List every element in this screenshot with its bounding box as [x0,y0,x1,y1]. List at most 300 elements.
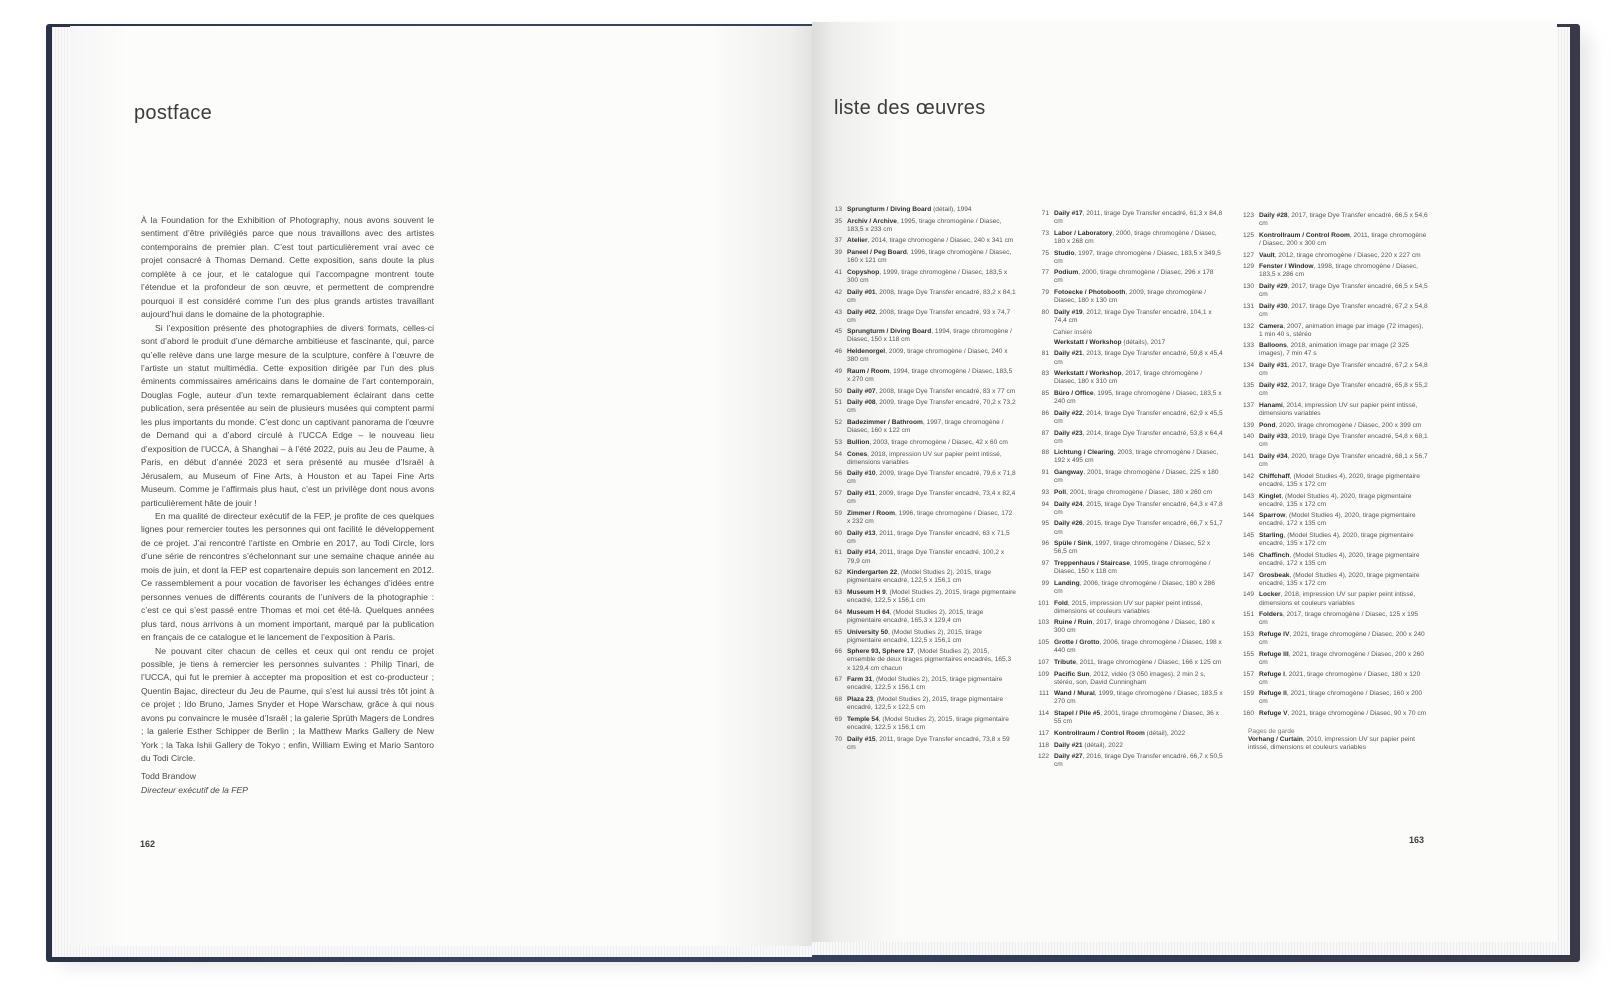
work-details: , 2011, tirage Dye Transfer encadré, 61,3 x 84,8 cm [1054,210,1223,226]
work-entry [1238,671,1428,687]
work-title: Podium [1054,269,1079,277]
work-details: (détail), 1994 [931,206,972,213]
work-page-number: 86 [1041,409,1049,417]
work-entry [1033,230,1223,246]
work-entry [826,716,1016,732]
work-entry [1033,619,1223,635]
work-entry [826,218,1016,234]
work-entry [826,451,1016,467]
work-title: Daily #17 [1054,210,1083,217]
work-title: Daily #29 [1259,283,1288,291]
work-details: , 2017, tirage Dye Transfer encadré, 66,5 x 54,6 cm [1259,212,1428,228]
work-caption [847,470,1016,486]
work-title: Chaffinch [1259,551,1290,559]
work-details: , 2011, tirage Dye Transfer encadré, 73,8 x 59 cm [847,735,1010,751]
work-details: , 2009, tirage chromogène / Diasec, 240 x 380 cm [847,348,1008,364]
endpapers-title: Vorhang / Curtain [1248,736,1303,744]
work-details: , 2011, tirage Dye Transfer encadré, 100,2 x 79,9 cm [847,549,1005,565]
work-caption [1259,671,1428,687]
work-entry [1238,342,1428,358]
work-page-number: 88 [1041,449,1049,457]
work-caption [1054,730,1185,738]
work-title: Plaza 23 [847,696,874,704]
work-page-number: 153 [1242,631,1254,638]
work-details: , 2015, impression UV sur papier peint intissé, dimensions et couleurs variables [1054,599,1203,615]
work-page-number: 157 [1242,670,1254,678]
work-entry [1033,269,1223,285]
works-column-1 [826,206,1016,755]
work-entry [826,269,1016,285]
work-title: Daily #31 [1259,362,1288,370]
work-page-number: 80 [1041,308,1049,316]
work-entry [826,309,1016,325]
work-entry [1033,540,1223,556]
work-entry [1238,212,1428,228]
work-details: , 2008, tirage Dye Transfer encadré, 93 x 74,7 cm [847,308,1011,324]
work-caption [847,218,1016,234]
work-details: , (Model Studies 2), 2015, tirage pigmentaire encadré, 122,5 x 156,1 cm [847,589,1016,605]
work-entry [1033,501,1223,517]
work-title: Daily #26 [1054,520,1083,528]
work-details: (détail), 2022 [1082,741,1123,749]
work-page-number: 96 [1041,540,1049,548]
work-title: Daily #10 [847,470,876,478]
work-title: Daily #23 [1054,429,1083,437]
work-title: Kontrollraum / Control Room [1054,729,1145,737]
work-entry [1238,591,1428,607]
work-caption [847,419,1016,435]
work-page-number: 133 [1242,342,1254,350]
work-page-number: 141 [1242,452,1254,460]
work-details: , 1999, tirage chromogène / Diasec, 183,5 x 270 cm [1054,690,1223,706]
work-title: University 50 [847,628,889,636]
work-caption [847,736,1016,752]
work-caption [1054,269,1223,285]
work-page-number: 107 [1037,658,1049,666]
work-entry [1238,631,1428,647]
work-title: Sprungturm / Diving Board [847,206,932,213]
work-details: , 2003, tirage chromogène / Diasec, 42 x 60 cm [869,438,1008,446]
work-entry [826,399,1016,415]
work-title: Daily #11 [847,490,876,498]
work-details: , 2017, tirage Dye Transfer encadré, 66,5 x 54,5 cm [1259,283,1428,299]
work-entry [1238,362,1428,378]
work-caption [1259,232,1428,248]
work-details: , 2008, tirage Dye Transfer encadré, 83,2 x 84,1 cm [847,288,1016,304]
work-entry [1238,710,1428,718]
work-entry [1033,580,1223,596]
work-title: Daily #08 [847,399,876,407]
work-page-number: 43 [834,308,842,316]
work-caption [847,451,1016,467]
works-list-title: liste des œuvres [834,97,986,119]
work-entry [826,510,1016,526]
work-page-number: 37 [834,237,842,245]
work-page-number: 143 [1242,492,1254,500]
work-title: Farm 31 [847,676,873,684]
work-caption [1054,210,1223,226]
work-entry [1033,489,1223,497]
work-details: , 2014, impression UV sur papier peint intissé, dimensions variables [1259,401,1418,417]
work-title: Büro / Office [1054,390,1094,398]
work-page-number: 140 [1242,433,1254,441]
work-title: Sprungturm / Diving Board [847,328,932,336]
work-page-number: 79 [1041,289,1049,297]
work-page-number: 77 [1041,269,1049,277]
work-details: , 2020, tirage chromogène / Diasec, 200 x 399 cm [1275,421,1422,429]
work-page-number: 52 [834,419,842,427]
work-title: Studio [1054,249,1075,257]
work-caption [1054,250,1223,266]
work-details: , (Model Studies 2), 2015, tirage pigmentaire encadré, 122,5 x 156,1 cm [847,628,982,644]
insert-note: Cahier inséré [1053,328,1093,336]
work-details: , 2021, tirage chromogène / Diasec, 180 x 120 cm [1259,670,1421,686]
work-entry [1033,753,1223,769]
work-title: Heldenorgel [847,348,886,356]
work-title: Copyshop [847,268,880,276]
work-caption [847,530,1016,546]
work-entry [1033,742,1223,750]
work-title: Vault [1259,251,1275,259]
work-details: , 2013, tirage Dye Transfer encadré, 59,8 x 45,4 cm [1054,350,1223,366]
work-title: Daily #19 [1054,308,1083,316]
work-entry [1033,671,1223,687]
work-details: , 2001, tirage chromogène / Diasec, 180 x 260 cm [1066,488,1212,496]
work-caption [847,399,1016,415]
work-title: Pacific Sun [1054,670,1090,678]
work-details: , 2014, tirage chromogène / Diasec, 240 x 341 cm [867,237,1014,245]
work-page-number: 95 [1041,520,1049,528]
work-details: , 2015, tirage Dye Transfer encadré, 66,7 x 51,7 cm [1054,520,1223,536]
work-details: , 2018, impression UV sur papier peint intissé, dimensions variables [847,450,1002,466]
paragraph: À la Foundation for the Exhibition of Photography, nous avons souvent le sentiment d’être privilégiés parce que nous travaillons avec des artistes contemporains de premier plan. C’est tout particulièrement vrai avec ce projet consacré à Thomas Demand. Cette exposition, sans doute la plus complète à ce jour, et le catalogue qui l’accompagne montrent toute l’étendue et la profondeur de son œuvre, et permettent de comprendre pourquoi il est considéré comme l’un des plus grands artistes travaillant aujourd’hui dans le domaine de la photographie. [141,215,434,320]
work-entry [826,589,1016,605]
work-page-number: 105 [1037,639,1049,647]
work-details: , (Model Studies 4), 2020, tirage pigmentaire encadré, 135 x 172 cm [1259,532,1414,548]
work-details: , (Model Studies 2), 2015, tirage pigmentaire encadré, 122,5 x 156,1 cm [847,676,1003,692]
work-details: , 2012, tirage chromogène / Diasec, 220 x 227 cm [1274,251,1421,259]
work-caption [1054,501,1223,517]
work-title: Cones [847,450,868,458]
work-details: , 2001, tirage chromogène / Diasec, 36 x 55 cm [1054,710,1219,726]
work-caption [1259,572,1428,588]
work-title: Archiv / Archive [847,217,897,225]
work-caption [1054,390,1223,406]
work-details: , 2000, tirage chromogène / Diasec, 180 x 268 cm [1054,229,1217,245]
work-details: , 1994, tirage chromogène / Diasec, 150 x 118 cm [847,328,1012,344]
work-entry [826,348,1016,364]
work-entry [826,549,1016,565]
work-page-number: 42 [834,288,842,296]
work-title: Museum H 64 [847,608,890,616]
right-page [812,22,1557,942]
work-details: , 1995, tirage chromogène / Diasec, 150 x 118 cm [1054,559,1211,576]
work-caption [1259,473,1428,489]
work-entry [1033,370,1223,386]
work-title: Kindergarten 22 [847,569,898,577]
work-caption [847,490,1016,506]
work-entry [1033,410,1223,426]
work-details: , 2021, tirage chromogène / Diasec, 160 x 200 cm [1259,690,1423,706]
work-caption [1259,402,1428,418]
paragraph: Si l’exposition présente des photographies de divers formats, celles-ci sont d’abord le produit d’une démarche ambitieuse et fascinante, qui, parce qu’elle relève dans une large mesure de la sculpture, confère à l’œuvre de l’artiste un statut multimédia. Cette exposition dirigée par l’un des plus éminents commissaires américains dans le domaine de l’art contemporain, Douglas Fogle, auteur d’un texte remarquablement éclairant dans cette publication, sera présentée au sein de plusieurs musées qui comptent parmi les plus importants du monde. C’est donc un captivant panorama de l’œuvre de Demand qui a d’abord circulé à l’UCCA Edge – le nouveau lieu d’exposition de l’UCCA, à Shanghai – à l’été 2022, puis au Jeu de Paume, à Paris, en début d’année 2023 et sera présenté au musée d’Israël à Jérusalem, au Museum of Fine Arts, à Houston et au Tapei Fine Arts Museum. Comme je l’affirmais plus haut, c’est un privilège dont nous avons particulièrement hâte de jouir ! [141,322,434,508]
work-details: , 1999, tirage chromogène / Diasec, 183,5 x 300 cm [847,268,1008,285]
work-page-number: 147 [1242,571,1254,579]
work-title: Daily #02 [847,308,876,316]
page-number-right: 163 [1409,835,1425,845]
work-title: Spüle / Sink [1054,540,1092,548]
work-page-number: 61 [834,549,842,557]
postface-body [141,214,434,766]
work-caption [1259,611,1428,627]
work-entry [1238,422,1428,430]
work-page-number: 149 [1242,591,1254,599]
work-details: , 2018, impression UV sur papier peint intissé, dimensions et couleurs variables [1259,591,1416,607]
work-entry [1033,309,1223,325]
work-title: Folders [1259,611,1283,619]
work-caption [1054,289,1223,305]
work-page-number: 67 [834,676,842,684]
work-title: Landing [1054,579,1080,587]
work-entry [1033,250,1223,266]
work-title: Poll [1054,488,1067,496]
work-title: Daily #13 [847,529,876,537]
work-page-number: 97 [1041,559,1049,567]
work-title: Refuge IV [1259,631,1290,638]
work-caption [1259,690,1428,706]
work-title: Grotte / Grotto [1054,639,1100,647]
work-details: , 2014, tirage Dye Transfer encadré, 53,8 x 64,4 cm [1054,429,1223,445]
work-title: Atelier [847,237,868,245]
work-entry [1238,552,1428,568]
work-page-number: 160 [1242,710,1254,718]
work-title: Daily #24 [1054,500,1083,508]
work-page-number: 142 [1242,472,1254,480]
work-caption [1054,742,1123,750]
signature [141,770,248,797]
work-title: Kontrollraum / Control Room [1259,231,1350,239]
work-caption [1259,710,1426,718]
work-entry [1033,430,1223,446]
work-page-number: 50 [834,387,842,395]
work-caption [1054,309,1223,325]
work-details: , 1997, tirage chromogène / Diasec, 160 x 122 cm [847,419,1004,435]
work-entry [1033,690,1223,706]
work-caption [1054,370,1223,386]
left-page [70,26,812,946]
work-caption [1054,410,1223,426]
work-title: Paneel / Peg Board [847,249,907,257]
work-caption [847,609,1016,625]
work-details: , 2017, tirage chromogène / Diasec, 125 x 195 cm [1259,611,1419,627]
work-details: , 1995, tirage chromogène / Diasec, 183,5 x 233 cm [847,217,1002,233]
work-details: , (Model Studies 4), 2020, tirage pigmentaire encadré, 172 x 135 cm [1259,512,1416,528]
work-caption [847,309,1016,325]
work-details: , (Model Studies 2), 2015, tirage pigmentaire encadré, 122,5 x 156,1 cm [847,715,1009,731]
work-entry [1238,263,1428,279]
postface-title: postface [134,102,213,124]
work-page-number: 81 [1041,350,1049,358]
work-entry [1033,639,1223,655]
work-title: Daily #34 [1259,452,1288,460]
work-entry [826,237,1016,245]
work-caption [1054,710,1223,726]
work-title: Sphere 93, Sphere 17 [847,648,914,656]
work-caption [847,589,1016,605]
work-details: , 2021, tirage chromogène / Diasec, 90 x 70 cm [1287,710,1427,718]
work-page-number: 56 [834,470,842,478]
work-caption [1259,651,1428,667]
work-caption [847,249,1016,265]
work-entry [826,470,1016,486]
work-entry [826,736,1016,752]
work-page-number: 51 [834,399,842,407]
work-entry [1238,232,1428,248]
work-page-number: 103 [1037,619,1049,627]
work-page-number: 117 [1038,729,1049,737]
work-details: , 1995, tirage chromogène / Diasec, 183,5 x 240 cm [1054,390,1222,406]
work-page-number: 71 [1041,210,1049,217]
work-caption [847,289,1016,305]
work-caption [1054,580,1223,596]
work-entry [1238,532,1428,548]
work-page-number: 129 [1242,263,1254,271]
work-title: Daily #27 [1054,753,1083,761]
work-details: , 2014, tirage Dye Transfer encadré, 62,9 x 45,5 cm [1054,409,1223,425]
work-details: , 2000, tirage chromogène / Diasec, 296 x 178 cm [1054,269,1214,285]
work-entry [826,629,1016,645]
work-title: Ruine / Ruin [1054,619,1093,627]
work-caption [1054,469,1223,485]
work-entry [1238,690,1428,706]
work-title: Stapel / Pile #5 [1054,710,1101,718]
work-caption [1259,342,1428,358]
work-details: , 2011, tirage chromogène / Diasec, 166 x 125 cm [1075,658,1222,666]
work-entry [1238,473,1428,489]
work-title: Hanami [1259,401,1283,409]
work-title: Daily #30 [1259,302,1288,310]
work-details: , 2017, tirage Dye Transfer encadré, 67,2 x 54,8 cm [1259,302,1428,318]
work-title: Museum H 9 [847,589,886,597]
work-title: Bullion [847,438,870,446]
work-page-number: 70 [834,735,842,743]
work-entry [1238,402,1428,418]
work-page-number: 144 [1242,512,1254,520]
work-caption [1259,252,1421,260]
work-details: , 2012, vidéo (3 050 images), 2 min 2 s, stéréo, son, David Cunningham [1054,670,1206,686]
endpapers-details: , 2010, impression UV sur papier peint intissé, dimensions et couleurs variables [1248,736,1415,752]
work-page-number: 87 [1041,429,1049,437]
work-caption [847,569,1016,585]
work-entry [1238,323,1428,339]
work-title: Tribute [1054,658,1076,666]
work-entry [826,206,1016,214]
endpapers-label: Pages de garde [1248,728,1295,736]
work-details: , 1997, tirage chromogène / Diasec, 52 x 56,5 cm [1054,540,1211,556]
work-caption [1054,639,1223,655]
work-caption [1054,690,1223,706]
work-details: , 2017, tirage chromogène / Diasec, 180 x 300 cm [1054,619,1215,635]
work-caption [847,716,1016,732]
work-details: , (Model Studies 4), 2020, tirage pigmentaire encadré, 172 x 135 cm [1259,551,1420,567]
work-details: , 2009, tirage Dye Transfer encadré, 73,4 x 82,4 cm [847,490,1016,506]
work-entry [1033,600,1223,616]
work-details: , 2009, tirage Dye Transfer encadré, 70,2 x 73,2 cm [847,399,1016,415]
work-page-number: 99 [1041,579,1049,587]
work-page-number: 101 [1037,599,1049,607]
work-entry [1033,560,1223,576]
work-title: Daily #01 [847,288,876,296]
work-entry [826,439,1016,447]
work-details: , 1996, tirage chromogène / Diasec, 160 x 121 cm [847,249,1012,265]
work-page-number: 57 [834,490,842,498]
work-entry [1238,493,1428,509]
work-title: Sparrow [1259,512,1286,520]
work-details: , 2008, tirage Dye Transfer encadré, 83 x 77 cm [875,387,1016,395]
work-title: Starling [1259,532,1284,540]
work-caption [1259,591,1428,607]
work-page-number: 91 [1041,469,1049,477]
work-caption [847,348,1016,364]
work-page-number: 145 [1242,532,1254,540]
work-caption [1259,552,1428,568]
work-entry [1033,339,1223,347]
work-caption [1054,560,1223,576]
work-details: , (Model Studies 2), 2015, tirage pigmentaire encadré, 122,5 x 156,1 cm [847,569,992,585]
work-page-number: 65 [834,628,842,636]
work-details: , 2019, tirage Dye Transfer encadré, 54,8 x 68,1 cm [1259,433,1428,449]
work-page-number: 64 [834,608,842,616]
work-entry [1238,433,1428,449]
work-title: Refuge II [1259,690,1287,698]
work-page-number: 46 [834,348,842,356]
work-details: (détail), 2022 [1144,729,1186,737]
signature-role: Directeur exécutif de la FEP [141,784,248,795]
work-page-number: 131 [1242,302,1254,310]
work-page-number: 93 [1041,488,1049,496]
work-page-number: 75 [1041,249,1049,257]
work-details: , 2017, tirage chromogène / Diasec, 180 x 310 cm [1054,370,1203,386]
work-details: , 2016, tirage Dye Transfer encadré, 66,7 x 50,5 cm [1054,753,1223,769]
work-page-number: 122 [1037,753,1049,761]
work-caption [847,629,1016,645]
work-page-number: 62 [834,569,842,577]
work-page-number: 59 [834,509,842,517]
work-caption [1259,283,1428,299]
work-title: Daily #28 [1259,212,1288,219]
work-page-number: 94 [1041,500,1049,508]
work-title: Daily #32 [1259,381,1288,389]
works-column-2 [1033,210,1223,773]
work-details: , 1997, tirage chromogène / Diasec, 183,5 x 349,5 cm [1054,249,1221,265]
work-page-number [1033,339,1054,347]
work-caption [1259,532,1428,548]
work-entry [1033,469,1223,485]
work-title: Fold [1054,599,1068,607]
work-title: Werkstatt / Workshop [1054,370,1122,378]
work-caption [1259,453,1428,469]
work-title: Pond [1259,421,1276,429]
work-page-number: 66 [834,648,842,656]
work-details: , 1996, tirage chromogène / Diasec, 172 x 232 cm [847,509,1013,525]
work-title: Daily #07 [847,387,876,395]
work-caption [1054,230,1223,246]
work-caption [1054,339,1165,347]
work-caption [1054,449,1223,465]
work-page-number: 60 [834,529,842,537]
work-details: , 2006, tirage chromogène / Diasec, 180 x 286 cm [1054,579,1215,595]
work-title: Daily #15 [847,735,876,743]
